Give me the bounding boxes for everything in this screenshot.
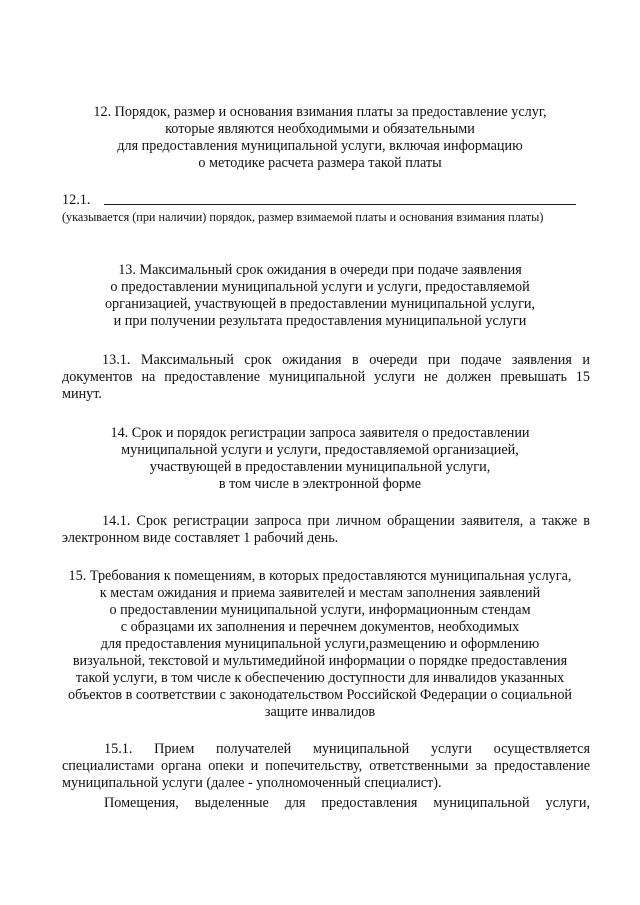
paragraph-line: документов на предоставление муниципальной услуги не должен превышать 15 — [62, 369, 590, 385]
heading-line: и при получении результата предоставления муниципальной услуги — [113, 313, 527, 329]
heading-line: о методике расчета размера такой платы — [198, 155, 442, 171]
fill-in-blank-line — [104, 204, 576, 205]
heading-line: 13. Максимальный срок ожидания в очереди при подаче заявления — [118, 262, 522, 278]
heading-line: для предоставления муниципальной услуги, включая информацию — [117, 138, 523, 154]
heading-line: 14. Срок и порядок регистрации запроса заявителя о предоставлении — [110, 425, 530, 441]
section-15-1-paragraph — [104, 741, 590, 758]
section-13-1-paragraph-cont — [62, 369, 590, 403]
section-14-1-paragraph — [102, 513, 590, 530]
heading-line: для предоставления муниципальной услуги,размещению и оформлению — [100, 636, 540, 652]
section-15-1-paragraph-cont — [62, 758, 590, 792]
heading-line: с образцами их заполнения и перечнем документов, необходимых — [120, 619, 520, 635]
heading-line: защите инвалидов — [264, 704, 376, 720]
heading-line: о предоставлении муниципальной услуги, информационным стендам — [109, 602, 531, 618]
paragraph-line: минут. — [62, 386, 102, 402]
section-13-heading — [40, 262, 600, 330]
paragraph-line: 14.1. Срок регистрации запроса при личном обращении заявителя, а также в — [102, 513, 590, 529]
paragraph-line: муниципальной услуги (далее - уполномоченный специалист). — [62, 775, 442, 791]
paragraph-line: электронном виде составляет 1 рабочий день. — [62, 530, 339, 546]
heading-line: организацией, участвующей в предоставлении муниципальной услуги, — [104, 296, 536, 312]
heading-line: о предоставлении муниципальной услуги и услуги, предоставляемой — [110, 279, 530, 295]
heading-line: в том числе в электронной форме — [218, 476, 422, 492]
paragraph-line: Помещения, выделенные для предоставления муниципальной услуги, — [104, 795, 590, 811]
section-13-1-paragraph — [62, 352, 590, 369]
heading-line: 15. Требования к помещениям, в которых предоставляются муниципальная услуга, — [68, 568, 572, 584]
section-12-1-number: 12.1. — [62, 192, 91, 208]
paragraph-line: 13.1. Максимальный срок ожидания в очереди при подаче заявления и — [102, 352, 590, 368]
section-15-heading — [40, 568, 600, 721]
heading-line: 12. Порядок, размер и основания взимания платы за предоставление услуг, — [93, 104, 547, 120]
heading-line: которые являются необходимыми и обязательными — [165, 121, 475, 137]
heading-line: такой услуги, в том числе к обеспечению доступности для инвалидов указанных — [75, 670, 565, 686]
paragraph-line: специалистами органа опеки и попечительству, ответственными за предоставление — [62, 758, 590, 774]
heading-line: визуальной, текстовой и мультимедийной информации о порядке предоставления — [72, 653, 568, 669]
section-12-1-hint: (указывается (при наличии) порядок, размер взимаемой платы и основания взимания платы) — [62, 210, 544, 224]
section-15-2-paragraph — [104, 795, 590, 812]
section-14-1-paragraph-cont — [62, 530, 590, 547]
section-12-heading — [40, 104, 600, 172]
heading-line: объектов в соответствии с законодательством Российской Федерации о социальной — [67, 687, 573, 703]
heading-line: участвующей в предоставлении муниципальной услуги, — [149, 459, 491, 475]
paragraph-line: 15.1. Прием получателей муниципальной услуги осуществляется — [104, 741, 590, 757]
section-14-heading — [40, 425, 600, 493]
heading-line: муниципальной услуги и услуги, предоставляемой организацией, — [121, 442, 519, 458]
heading-line: к местам ожидания и приема заявителей и местам заполнения заявлений — [99, 585, 541, 601]
